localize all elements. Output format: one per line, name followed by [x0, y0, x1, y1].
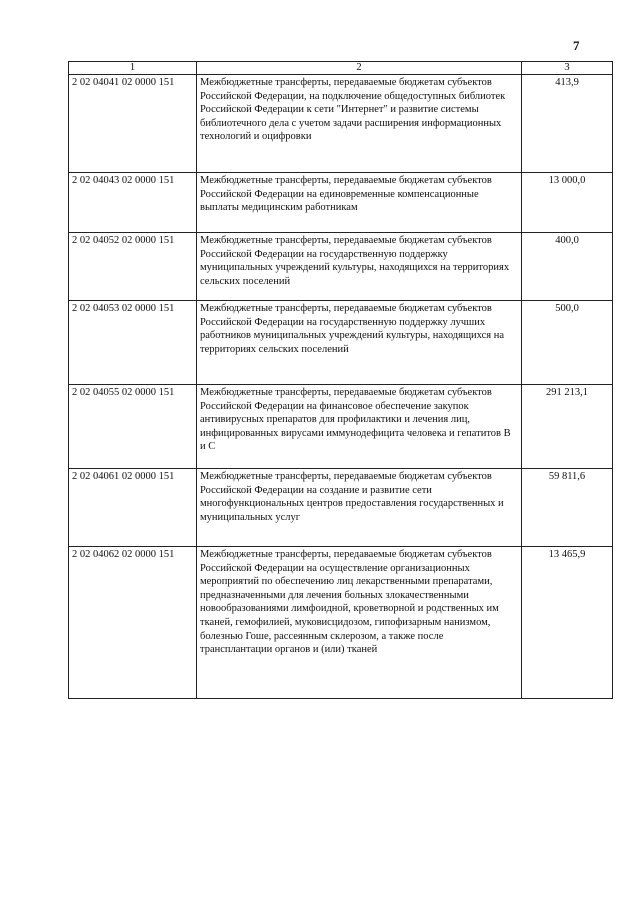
description-cell: Межбюджетные трансферты, передаваемые бюджетам субъектов Российской Федерации на финансовое обеспечение закупок антивирусных препаратов для профилактики и лечения лиц, инфицированных вирусами иммунодефицита человека и гепатитов В и С [197, 385, 522, 469]
amount-cell: 413,9 [522, 75, 613, 173]
column-header-code: 1 [69, 62, 197, 75]
budget-code-cell: 2 02 04061 02 0000 151 [69, 469, 197, 547]
description-cell: Межбюджетные трансферты, передаваемые бюджетам субъектов Российской Федерации, на подключение общедоступных библиотек Российской Федерации к сети "Интернет" и развитие системы библиотечного дела с учетом задачи расширения информационных технологий и оцифровки [197, 75, 522, 173]
description-cell: Межбюджетные трансферты, передаваемые бюджетам субъектов Российской Федерации на создание и развитие сети многофункциональных центров предоставления государственных и муниципальных услуг [197, 469, 522, 547]
amount-cell: 13 465,9 [522, 547, 613, 699]
budget-code-cell: 2 02 04041 02 0000 151 [69, 75, 197, 173]
description-cell: Межбюджетные трансферты, передаваемые бюджетам субъектов Российской Федерации на государственную поддержку муниципальных учреждений культуры, находящихся на территориях сельских поселений [197, 233, 522, 301]
amount-cell: 500,0 [522, 301, 613, 385]
budget-code-cell: 2 02 04053 02 0000 151 [69, 301, 197, 385]
amount-cell: 400,0 [522, 233, 613, 301]
table-row [69, 75, 613, 173]
budget-code-cell: 2 02 04055 02 0000 151 [69, 385, 197, 469]
table-row [69, 233, 613, 301]
table-row [69, 469, 613, 547]
table-row [69, 547, 613, 699]
table-header-row [69, 62, 613, 75]
budget-code-cell: 2 02 04043 02 0000 151 [69, 173, 197, 233]
table-row [69, 173, 613, 233]
page-number: 7 [573, 38, 580, 53]
amount-cell: 291 213,1 [522, 385, 613, 469]
budget-code-cell: 2 02 04062 02 0000 151 [69, 547, 197, 699]
table-row [69, 385, 613, 469]
table-row [69, 301, 613, 385]
budget-revenue-table [68, 61, 613, 699]
column-header-description: 2 [197, 62, 522, 75]
description-cell: Межбюджетные трансферты, передаваемые бюджетам субъектов Российской Федерации на единовременные компенсационные выплаты медицинским работникам [197, 173, 522, 233]
description-cell: Межбюджетные трансферты, передаваемые бюджетам субъектов Российской Федерации на государственную поддержку лучших работников муниципальных учреждений культуры, находящихся на территориях сельских поселений [197, 301, 522, 385]
column-header-amount: 3 [522, 62, 613, 75]
description-cell: Межбюджетные трансферты, передаваемые бюджетам субъектов Российской Федерации на осуществление организационных мероприятий по обеспечению лиц лекарственными препаратами, предназначенными для лечения больных злокачественными новообразованиями лимфоидной, кроветворной и родственных им тканей, гемофилией, муковисцидозом, гипофизарным нанизмом, болезнью Гоше, рассеянным склерозом, а также после трансплантации органов и (или) тканей [197, 547, 522, 699]
amount-cell: 59 811,6 [522, 469, 613, 547]
amount-cell: 13 000,0 [522, 173, 613, 233]
budget-code-cell: 2 02 04052 02 0000 151 [69, 233, 197, 301]
